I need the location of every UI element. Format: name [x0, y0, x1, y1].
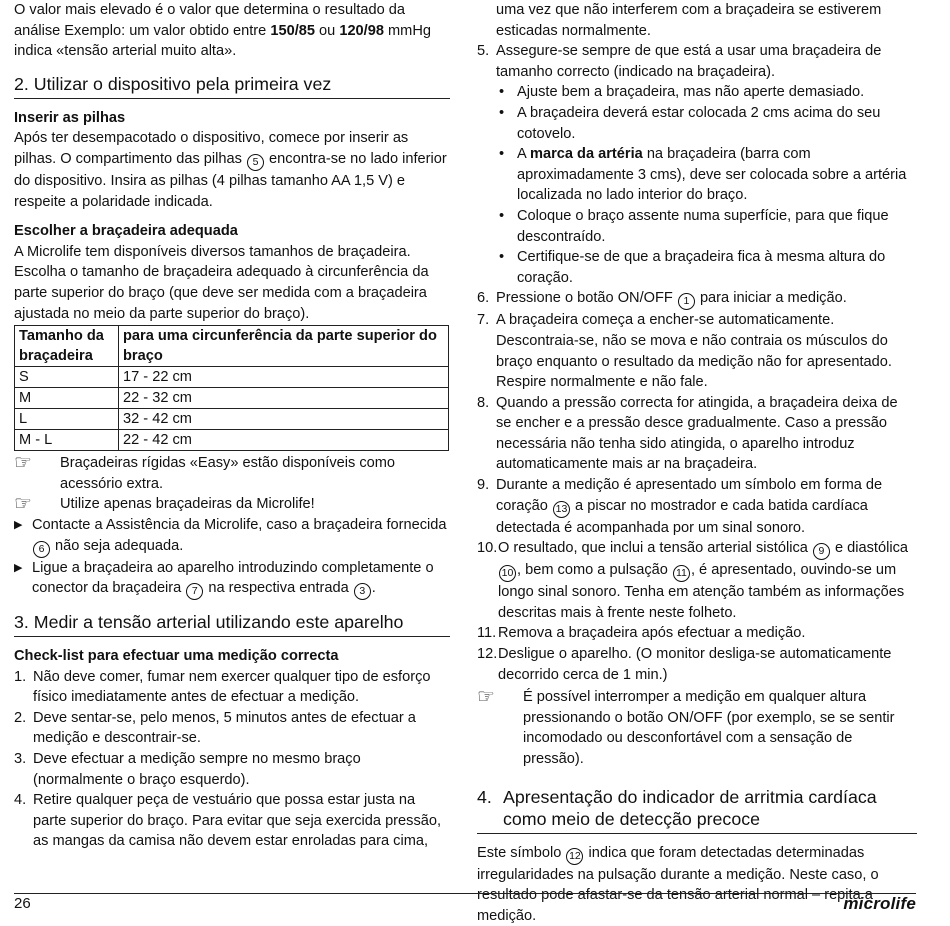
table-cell-circumference: 22 - 42 cm — [119, 430, 449, 451]
table-cell-circumference: 17 - 22 cm — [119, 367, 449, 388]
list-item-text: Remova a braçadeira após efectuar a medição. — [498, 625, 806, 642]
checklist-heading: Check-list para efectuar uma medição correcta — [14, 648, 339, 665]
intro-paragraph: O valor mais elevado é o valor que determina o resultado da análise Exemplo: um valor obtido entre 150/85 ou 120/98 mmHg indica «tensão arterial muito alta». — [14, 2, 431, 60]
cuff-paragraph: A Microlife tem disponíveis diversos tamanhos de braçadeira. Escolha o tamanho de braçadeira adequado à circunferência da parte superior do braço (que deve ser medida com a braçadeira ajustada no meio da parte superior do braço). — [14, 243, 429, 322]
table-cell-size: M — [15, 388, 119, 409]
section-3-title: 3. Medir a tensão arterial utilizando este aparelho — [14, 612, 404, 633]
list-number: 4. — [14, 792, 27, 809]
list-item — [477, 41, 917, 82]
arrow-item-text: Ligue a braçadeira ao aparelho introduzindo completamente o conector da braçadeira 7 na respectiva entrada 3 . — [32, 558, 450, 601]
list-item-text: O resultado, que inclui a tensão arterial sistólica 9 e diastólica 10 , bem como a pulsação 11 , é apresentado, ouvindo-se um longo sinal sonoro. Tenha em atenção também as informações descritas mais à frente neste folheto. — [498, 540, 909, 621]
section-4-title-text: Apresentação do indicador de arritmia cardíaca como meio de detecção precoce — [503, 786, 877, 829]
brand-logo: microlife — [843, 894, 916, 913]
bullet-item — [477, 82, 917, 103]
section-4-heading-block — [477, 786, 917, 834]
list-item — [477, 475, 917, 538]
triangle-arrow-icon: ▶ — [14, 561, 23, 574]
reference-number-badge: 11 — [673, 565, 690, 582]
list-number: 3. — [14, 751, 27, 768]
list-number: 2. — [14, 709, 27, 726]
table-cell-circumference: 22 - 32 cm — [119, 388, 449, 409]
list-number: 6. — [477, 290, 490, 307]
arrow-item-text: Contacte a Assistência da Microlife, caso a braçadeira fornecida 6 não seja adequada. — [32, 515, 450, 558]
list-item — [477, 623, 917, 644]
bullet-item — [477, 206, 917, 247]
table-row — [15, 367, 449, 388]
list-number: 7. — [477, 312, 490, 329]
list-item-text: Assegure-se sempre de que está a usar uma braçadeira de tamanho correcto (indicado na braçadeira). — [496, 43, 882, 80]
note-text: Utilize apenas braçadeiras da Microlife! — [60, 496, 315, 513]
left-column — [14, 0, 450, 852]
note-text: É possível interromper a medição em qualquer altura pressionando o botão ON/OFF (por exemplo, se se sentir incomodado ou desconfortável com a sensação de pressão). — [523, 689, 895, 767]
list-number: 10. — [477, 540, 498, 557]
bullet-dot — [499, 103, 517, 144]
list-item — [14, 749, 450, 790]
table-cell-size: M - L — [15, 430, 119, 451]
list-item-text: Retire qualquer peça de vestuário que possa estar justa na parte superior do braço. Para evitar que seja exercida pressão, as mangas da camisa não devem estar enroladas para cima, — [33, 792, 442, 850]
section-2-heading-block — [14, 73, 450, 99]
list-number: 1. — [14, 668, 27, 685]
batteries-heading: Inserir as pilhas — [14, 109, 126, 126]
bold-text: 150/85 — [270, 22, 315, 39]
cuff-heading: Escolher a braçadeira adequada — [14, 223, 238, 240]
list-item — [477, 310, 917, 392]
list-item-text: Pressione o botão ON/OFF 1 para iniciar a medição. — [496, 288, 917, 310]
arrow-item — [14, 515, 450, 558]
list-item — [477, 393, 917, 475]
reference-number-badge: 13 — [553, 501, 570, 518]
reference-number-badge: 7 — [186, 583, 203, 600]
list-item — [477, 0, 917, 41]
footer-rule — [14, 893, 916, 894]
pointing-hand-icon: ☞ — [14, 493, 32, 516]
arrow-item — [14, 558, 450, 601]
list-item — [14, 790, 450, 852]
pointing-hand-icon: ☞ — [477, 686, 495, 709]
batteries-paragraph: Após ter desempacotado o dispositivo, comece por inserir as pilhas. O compartimento das pilhas 5 encontra-se no lado inferior do dispositivo. Insira as pilhas (4 pilhas tamanho AA 1,5 V) e respeite a polaridade indicada. — [14, 130, 447, 210]
continued-item-text: uma vez que não interferem com a braçadeira se estiverem esticadas normalmente. — [496, 2, 882, 39]
reference-number-badge: 1 — [678, 293, 695, 310]
reference-number-badge: 3 — [354, 583, 371, 600]
table-header-size: Tamanho da braçadeira — [15, 326, 119, 367]
bold-text: 120/98 — [339, 22, 384, 39]
bullet-text: A braçadeira deverá estar colocada 2 cms acima do seu cotovelo. — [517, 104, 881, 142]
note — [14, 494, 450, 515]
table-cell-circumference: 32 - 42 cm — [119, 409, 449, 430]
bullet-dot — [499, 144, 517, 206]
list-number: 8. — [477, 394, 490, 411]
reference-number-badge: 6 — [33, 541, 50, 558]
list-item — [14, 708, 450, 749]
bullet-dot — [499, 206, 517, 247]
reference-number-badge: 9 — [813, 543, 830, 560]
table-header-row — [15, 326, 449, 367]
section-4-title: 4. Apresentação do indicador de arritmia cardíaca como meio de detecção precoce — [477, 786, 917, 830]
reference-number-badge: 5 — [247, 154, 264, 171]
list-number: 9. — [477, 477, 490, 494]
list-number: 12. — [477, 646, 498, 663]
triangle-arrow-icon: ▶ — [14, 518, 23, 531]
table-header-circumference: para uma circunferência da parte superior do braço — [119, 326, 449, 367]
list-number: 5. — [477, 43, 490, 60]
table-cell-size: L — [15, 409, 119, 430]
section-4-paragraph: Este símbolo 12 indica que foram detectadas determinadas irregularidades na pulsação durante a medição. Neste caso, o resultado pode afastar-se da tensão arterial normal – repita a medição. — [477, 844, 879, 924]
note — [14, 453, 450, 494]
bold-text: marca da artéria — [529, 146, 643, 163]
table-row — [15, 430, 449, 451]
reference-number-badge: 10 — [499, 565, 516, 582]
note-text: Braçadeiras rígidas «Easy» estão disponíveis como acessório extra. — [60, 455, 396, 492]
table-cell-size: S — [15, 367, 119, 388]
section-2-title: 2. Utilizar o dispositivo pela primeira vez — [14, 73, 332, 94]
table-row — [15, 409, 449, 430]
list-item-text: Desligue o aparelho. (O monitor desliga-se automaticamente decorrido cerca de 1 min.) — [498, 646, 892, 683]
reference-number-badge: 12 — [566, 848, 583, 865]
bullet-text: Ajuste bem a braçadeira, mas não aperte demasiado. — [517, 84, 865, 101]
bullet-item — [477, 144, 917, 206]
note — [477, 687, 917, 769]
list-item — [477, 644, 917, 685]
bullet-dot — [499, 82, 517, 103]
bullet-text: Certifique-se de que a braçadeira fica à mesma altura do coração. — [517, 249, 886, 286]
list-item-text: A braçadeira começa a encher-se automaticamente. Descontraia-se, não se mova e não contraia os músculos do braço enquanto o resultado da medição não for apresentado. Respire normalmente e não fale. — [496, 312, 892, 391]
pointing-hand-icon: ☞ — [14, 452, 32, 475]
bullet-text: Coloque o braço assente numa superfície, para que fique descontraído. — [517, 207, 889, 245]
section-3-heading-block — [14, 611, 450, 637]
list-item-text: Durante a medição é apresentado um símbolo em forma de coração 13 a piscar no mostrador e cada batida cardíaca detectada é acompanhada por um sinal sonoro. — [496, 477, 883, 536]
list-number: 11. — [477, 625, 497, 642]
bullet-dot — [499, 247, 517, 288]
page-number: 26 — [14, 895, 31, 912]
list-item-text: Deve efectuar a medição sempre no mesmo braço (normalmente o braço esquerdo). — [33, 751, 361, 788]
cuff-size-table — [14, 325, 449, 451]
list-item-text: Quando a pressão correcta for atingida, a braçadeira deixa de se encher e a pressão desce gradualmente. Caso a pressão necessária não tenha sido atingida, o aparelho introduz automaticamente mais ar na braçadeira. — [496, 394, 898, 473]
right-column — [477, 0, 917, 926]
list-item — [477, 288, 917, 310]
list-item — [477, 538, 917, 623]
list-item-text: Deve sentar-se, pelo menos, 5 minutos antes de efectuar a medição e descontrair-se. — [33, 709, 416, 747]
list-item — [14, 667, 450, 708]
table-row — [15, 388, 449, 409]
bullet-text: A marca da artéria na braçadeira (barra com aproximadamente 3 cms), deve ser colocada sobre a artéria localizada no lado interior do braço. — [517, 146, 907, 204]
bullet-item — [477, 103, 917, 144]
list-item-text: Não deve comer, fumar nem exercer qualquer tipo de esforço físico imediatamente antes de efectuar a medição. — [33, 668, 431, 706]
bullet-item — [477, 247, 917, 288]
